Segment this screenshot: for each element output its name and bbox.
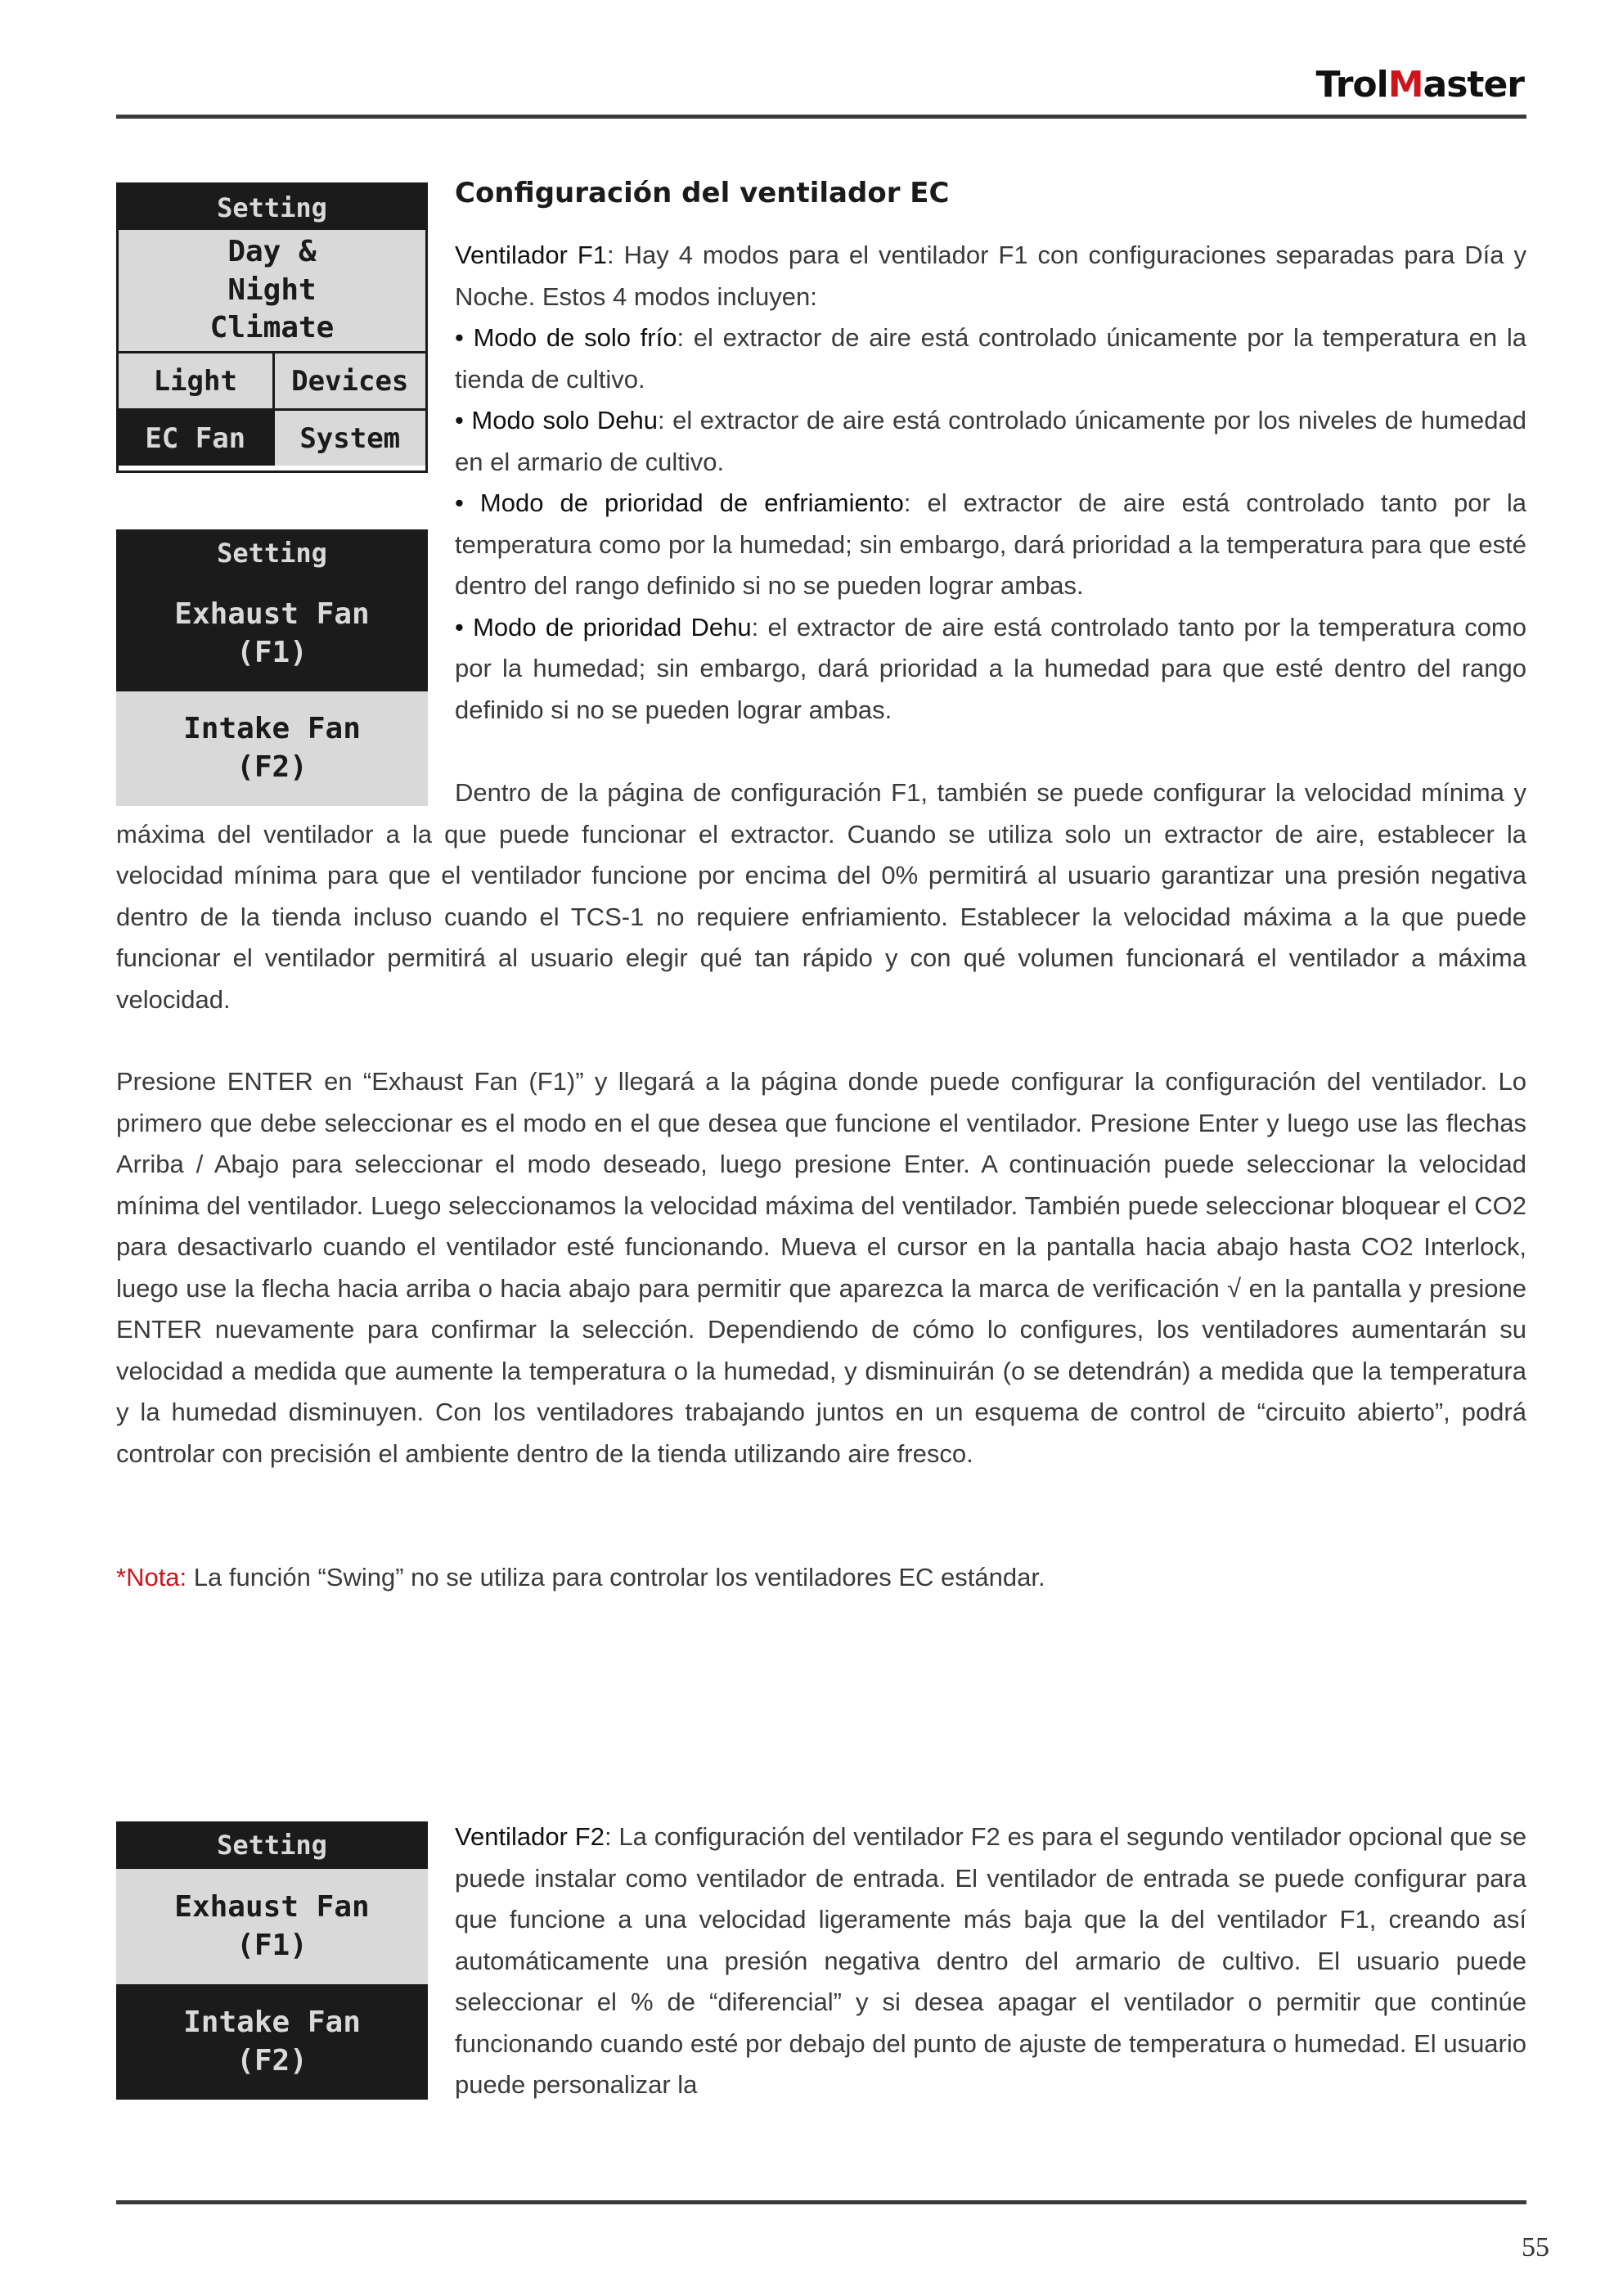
f2-text: : La configuración del ventilador F2 es para el segundo ventilador opcional que se puede instalar como ventilador de entrada. El ventilador de entrada se puede configurar para que funcione a una velocidad ligeramente más baja que la del ventilador F1, creando así automáticamente una presión negativa dentro del armario de cultivo. El usuario puede seleccionar el % de “diferencial” y si desea apagar el ventilador o permitir que continúe funcionando cuando esté por debajo del punto de ajuste de temperatura o humedad. El usuario puede personalizar la <box>455 1822 1526 2099</box>
lcd-item-intake-fan <box>116 1984 428 2100</box>
lcd-item-label: Day & Night Climate <box>209 234 335 345</box>
lcd-title: Setting <box>119 185 425 230</box>
paragraph-fan-speed <box>116 772 1526 1020</box>
fan-f2-description <box>455 1817 1526 2106</box>
paragraph-text: Dentro de la página de configuración F1, también se puede configurar la velocidad mínima y máxima del ventilador a la que puede funcionar el extractor. Cuando se utiliza solo un extractor de aire, establecer la velocidad mínima para que el ventilador funcione por encima del 0% permitirá al usuario garantizar una presión negativa dentro de la tienda incluso cuando el TCS-1 no requiere enfriamiento. Establecer la velocidad máxima a la que puede funcionar el ventilador permitirá al usuario elegir qué tan rápido y con qué volumen funcionará el ventilador a máxima velocidad. <box>116 778 1526 1014</box>
logo-prefix: Trol <box>1315 64 1388 106</box>
mode-item <box>455 317 1526 400</box>
label-ventilador-f2: Ventilador F2 <box>455 1822 605 1851</box>
lcd-item-label: Exhaust Fan (F1) <box>174 1889 370 1962</box>
lcd-item-devices: Devices <box>272 351 426 408</box>
trolmaster-logo <box>1316 64 1524 106</box>
mode-label: Modo de prioridad de enfriamiento <box>479 488 904 517</box>
lcd-item-label: Intake Fan (F2) <box>183 712 361 784</box>
logo-accent: M <box>1387 64 1423 106</box>
mode-text: : el extractor de aire está controlado tanto por la temperatura como por la humedad; sin embargo, dará prioridad a la humedad para que esté dentro del rango definido si no se pueden lograr ambas. <box>455 612 1527 724</box>
label-ventilador-f1: Ventilador F1 <box>455 241 608 269</box>
lcd-item-exhaust-fan <box>116 1869 428 1984</box>
mode-item <box>455 400 1526 483</box>
intro-text: : Hay 4 modos para el ventilador F1 con configuraciones separadas para Día y Noche. Estos 4 modos incluyen: <box>455 241 1527 311</box>
lcd-fan-menu-f2-selected <box>116 1821 428 2100</box>
lcd-item-label: Exhaust Fan (F1) <box>174 597 370 669</box>
lcd-title: Setting <box>116 529 428 577</box>
lcd-fan-menu-f1-selected <box>116 529 428 806</box>
lcd-item-light: Light <box>119 351 272 408</box>
mode-text: : el extractor de aire está controlado tanto por la temperatura como por la humedad; sin embargo, dará prioridad a la temperatura para que esté dentro del rango definido si no se pueden lograr ambas. <box>455 488 1527 600</box>
note-text: La función “Swing” no se utiliza para controlar los ventiladores EC estándar. <box>187 1563 1045 1591</box>
lcd-item-label: Intake Fan (F2) <box>183 2005 361 2078</box>
lcd-title: Setting <box>116 1821 428 1869</box>
lcd-item-day-night-climate <box>119 230 425 351</box>
paragraph-exhaust-settings: Presione ENTER en “Exhaust Fan (F1)” y llegará a la página donde puede configurar la configuración del ventilador. Lo primero que debe seleccionar es el modo en el que desea que funcione el ventilador. Presione Enter y luego use las flechas Arriba / Abajo para seleccionar el modo deseado, luego presione Enter. A continuación puede seleccionar la velocidad mínima del ventilador. Luego seleccionamos la velocidad máxima del ventilador. También puede seleccionar bloquear el CO2 para desactivarlo cuando el ventilador esté funcionando. Mueva el cursor en la pantalla hacia abajo hasta CO2 Interlock, luego use la flecha hacia arriba o hacia abajo para permitir que aparezca la marca de verificación √ en la pantalla y presione ENTER nuevamente para confirmar la selección. Dependiendo de cómo lo configures, los ventiladores aumentarán su velocidad a medida que aumente la temperatura o la humedad, y disminuirán (o se detendrán) a medida que la temperatura y la humedad disminuyen. Con los ventiladores trabajando juntos en un esquema de control de “circuito abierto”, podrá controlar con precisión el ambiente dentro de la tienda utilizando aire fresco. <box>116 1067 1526 1468</box>
header-rule <box>116 115 1526 119</box>
lcd-item-exhaust-fan <box>116 577 428 691</box>
footer-rule <box>116 2200 1526 2204</box>
note-label: *Nota: <box>116 1563 187 1591</box>
mode-text: : el extractor de aire está controlado únicamente por la temperatura en la tienda de cultivo. <box>455 323 1527 394</box>
note <box>116 1557 1526 1599</box>
logo-suffix: aster <box>1423 64 1524 106</box>
mode-label: Modo solo Dehu <box>471 406 658 434</box>
lcd-item-ec-fan: EC Fan <box>119 408 272 466</box>
mode-item <box>455 483 1526 607</box>
mode-label: Modo de solo frío <box>473 323 677 352</box>
mode-label: Modo de prioridad Dehu <box>473 612 752 642</box>
lcd-setting-menu <box>116 182 428 473</box>
page-number: 55 <box>1522 2232 1549 2262</box>
mode-item <box>455 607 1526 732</box>
lcd-item-system: System <box>272 408 426 466</box>
section-heading: Configuración del ventilador EC <box>455 177 950 209</box>
mode-text: : el extractor de aire está controlado únicamente por los niveles de humedad en el armario de cultivo. <box>455 406 1527 476</box>
fan-f1-description <box>455 235 1526 731</box>
